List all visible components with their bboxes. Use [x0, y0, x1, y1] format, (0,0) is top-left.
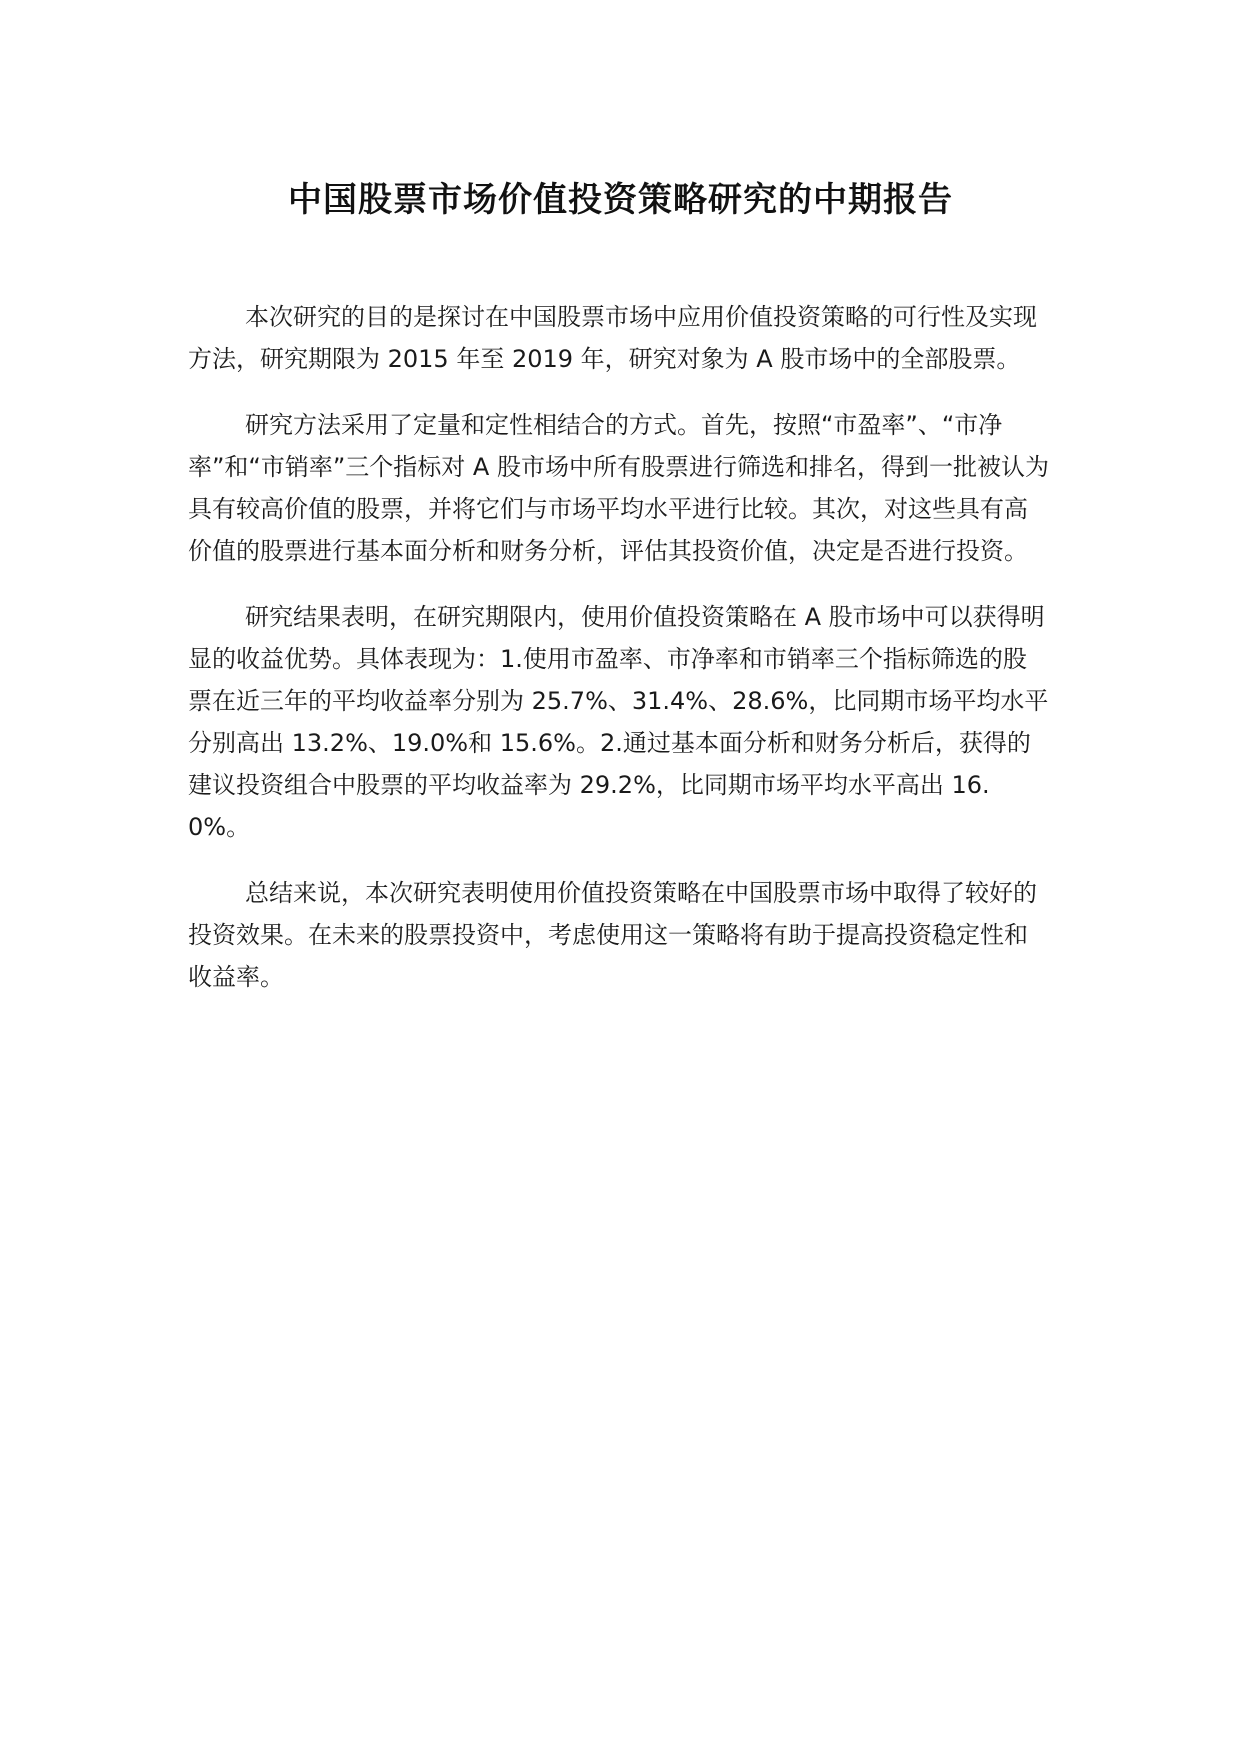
paragraph-purpose: 本次研究的目的是探讨在中国股票市场中应用价值投资策略的可行性及实现方法，研究期限为 2015 年至 2019 年，研究对象为 A 股市场中的全部股票。: [188, 303, 1037, 373]
page-title: 中国股票市场价值投资策略研究的中期报告: [288, 180, 953, 220]
paragraph-method: 研究方法采用了定量和定性相结合的方式。首先，按照“市盈率”、“市净率”和“市销率”三个指标对 A 股市场中所有股票进行筛选和排名，得到一批被认为具有较高价值的股票，并将它们与市场平均水平进行比较。其次，对这些具有高价值的股票进行基本面分析和财务分析，评估其投资价值，决定是否进行投资。: [188, 411, 1049, 565]
paragraph-results: 研究结果表明，在研究期限内，使用价值投资策略在 A 股市场中可以获得明显的收益优势。具体表现为：1.使用市盈率、市净率和市销率三个指标筛选的股票在近三年的平均收益率分别为 25.7%、31.4%、28.6%，比同期市场平均水平分别高出 13.2%、19.0%和 15.6%。2.通过基本面分析和财务分析后，获得的建议投资组合中股票的平均收益率为 29.2%，比同期市场平均水平高出 16.0%。: [188, 603, 1049, 841]
document-body: [188, 296, 1050, 1022]
paragraph-conclusion: 总结来说，本次研究表明使用价值投资策略在中国股票市场中取得了较好的投资效果。在未来的股票投资中，考虑使用这一策略将有助于提高投资稳定性和收益率。: [188, 879, 1037, 991]
